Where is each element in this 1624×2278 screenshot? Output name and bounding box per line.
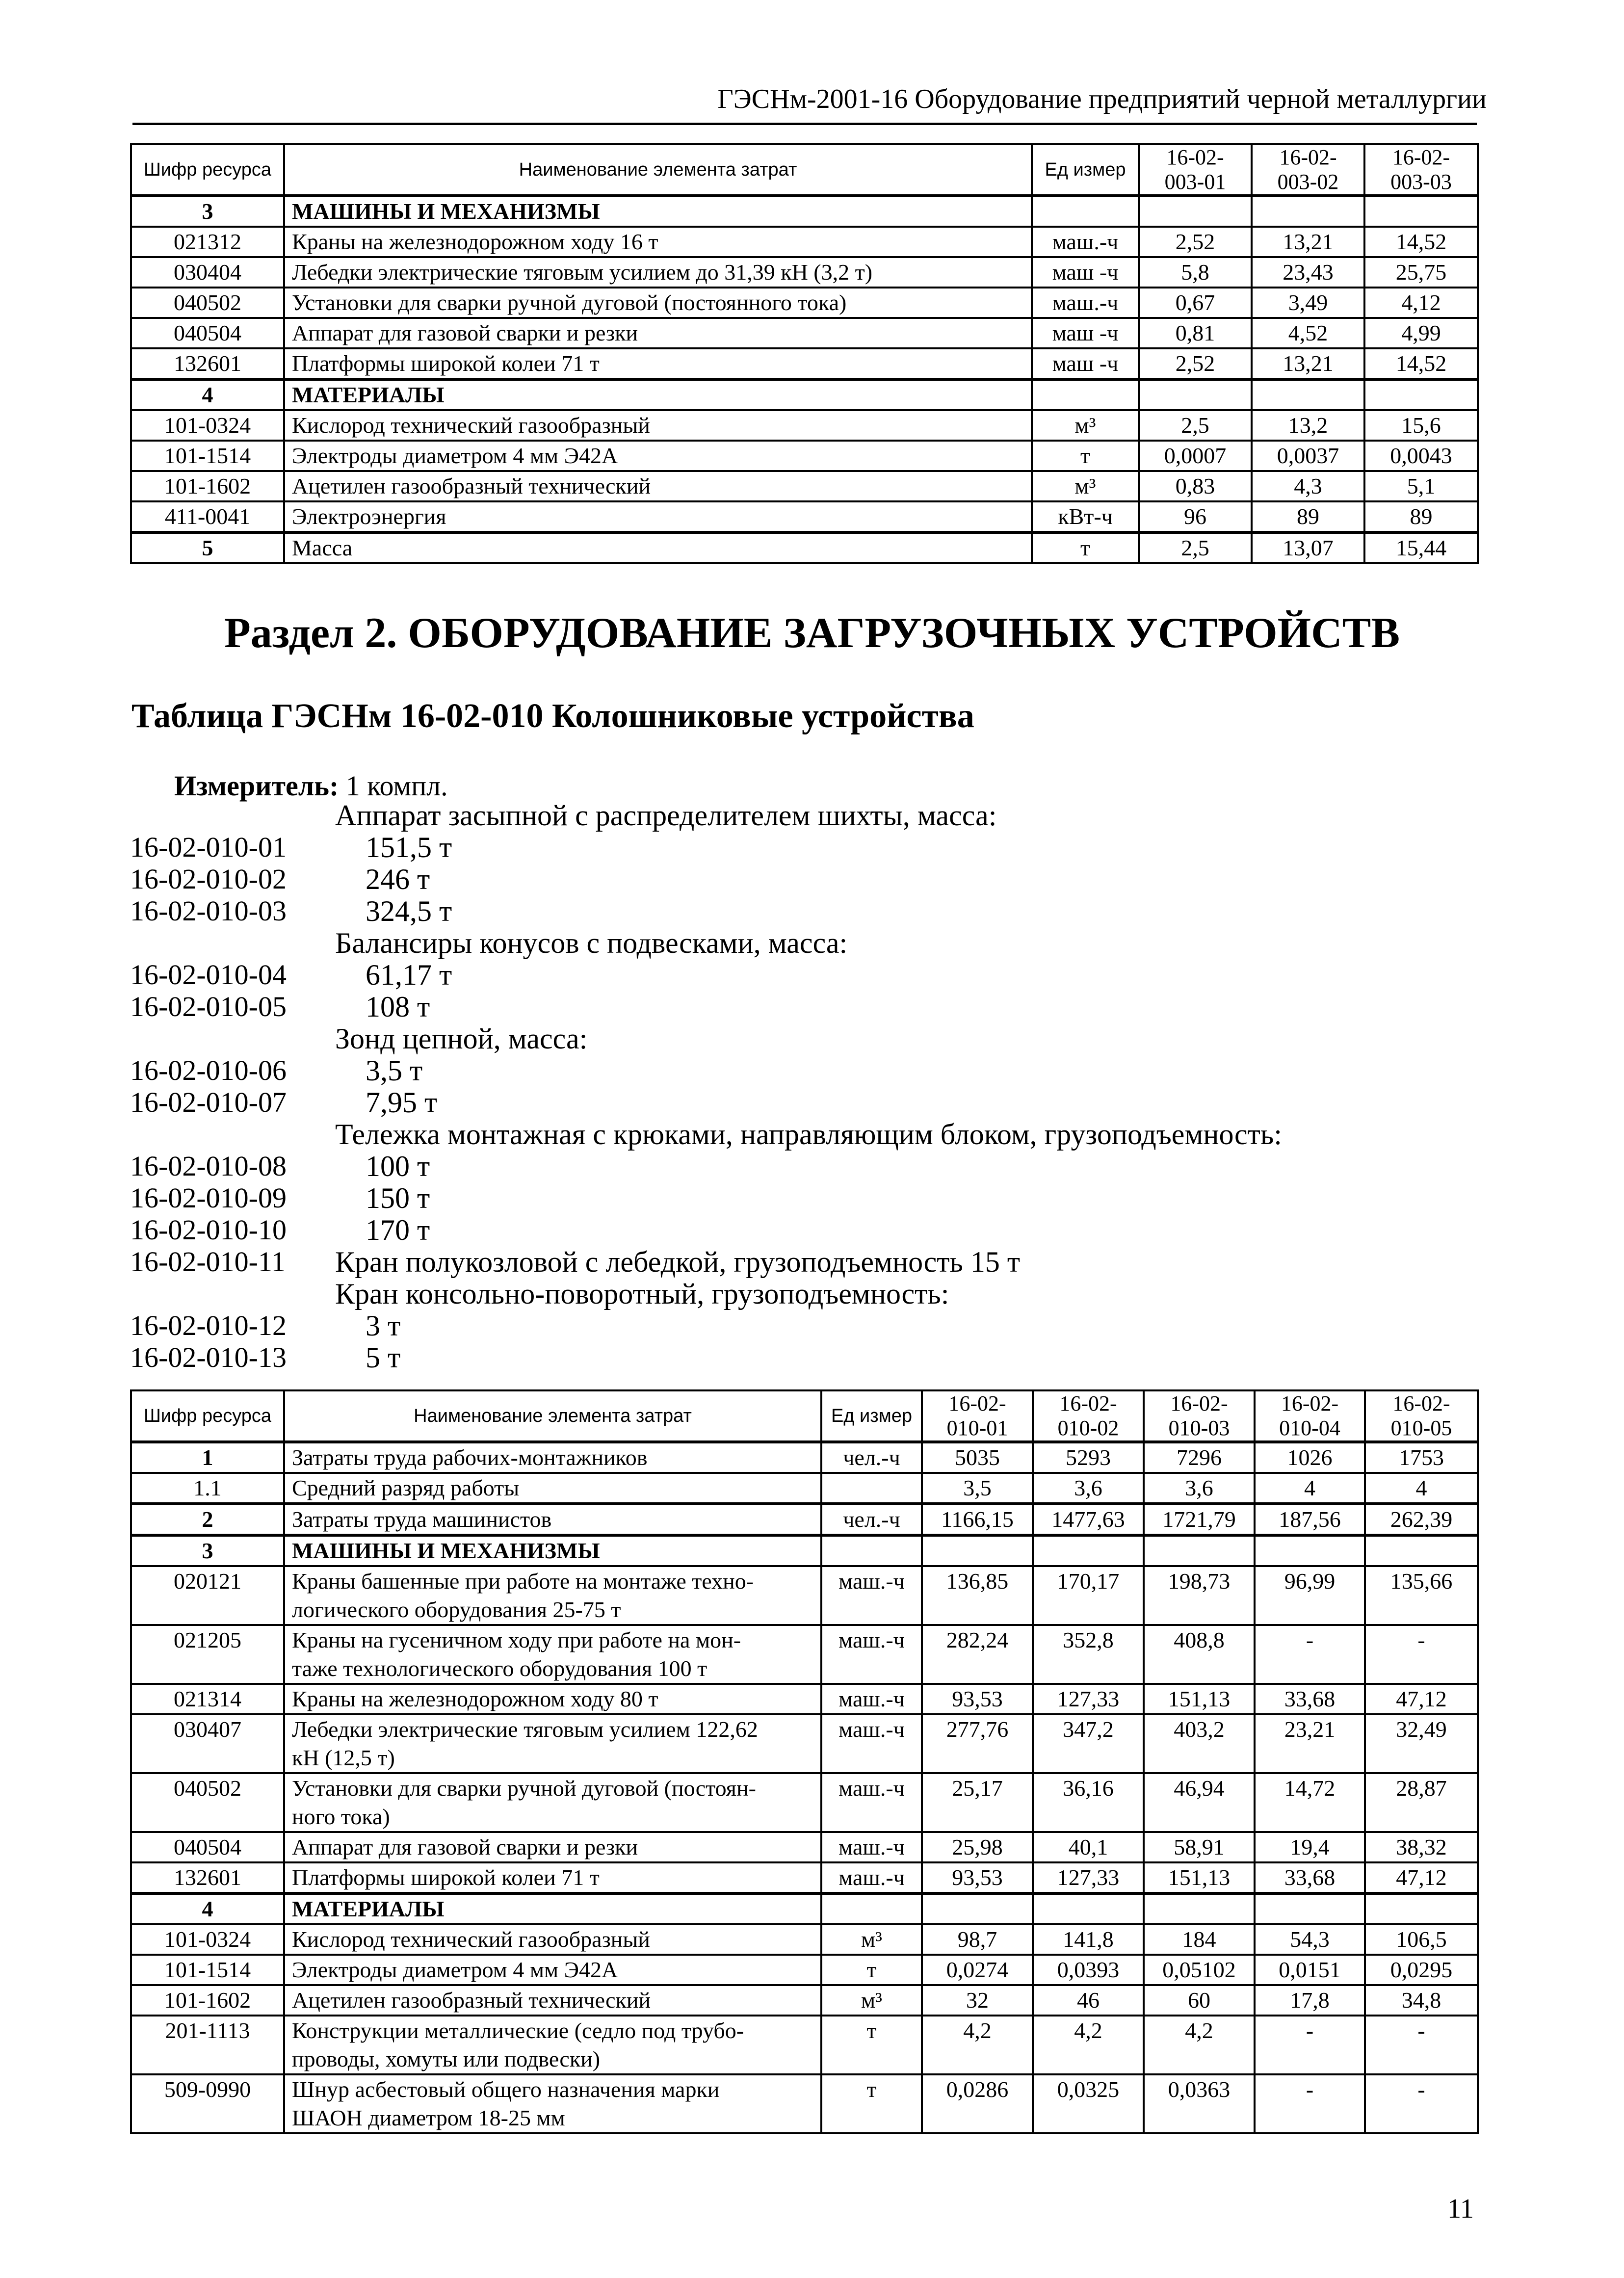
cell-value: 14,52 xyxy=(1364,348,1478,379)
table-row xyxy=(131,1773,1478,1832)
cell-value: 0,83 xyxy=(1139,471,1252,501)
spec-value: 324,5 т xyxy=(366,895,452,927)
cell-value: 0,05102 xyxy=(1144,1955,1255,1985)
cell-value: 3,6 xyxy=(1144,1473,1255,1504)
resource-table-003 xyxy=(130,143,1479,564)
cell-value: 89 xyxy=(1252,501,1364,532)
cell-value: 17,8 xyxy=(1255,1985,1365,2016)
table-row xyxy=(131,288,1478,318)
spec-group-console-crane: Кран консольно-поворотный, грузоподъемность: xyxy=(335,1278,949,1310)
table-row xyxy=(131,1985,1478,2016)
table-row xyxy=(131,1535,1478,1566)
header-rule xyxy=(132,123,1477,125)
cell-value: 33,68 xyxy=(1255,1684,1365,1714)
cell-unit xyxy=(821,1893,922,1924)
header-norm-code: 16-02- 003-01 xyxy=(1139,144,1252,196)
header-norm-code: 16-02- 010-02 xyxy=(1033,1390,1144,1442)
cell-value: 0,0151 xyxy=(1255,1955,1365,1985)
cell-unit: маш -ч xyxy=(1032,348,1139,379)
cell-value: 33,68 xyxy=(1255,1862,1365,1893)
header-norm-code: 16-02- 010-03 xyxy=(1144,1390,1255,1442)
spec-code: 16-02-010-07 xyxy=(130,1086,287,1118)
header-code: Шифр ресурса xyxy=(131,1390,284,1442)
spec-code: 16-02-010-13 xyxy=(130,1341,287,1373)
spec-code: 16-02-010-03 xyxy=(130,895,287,927)
cell-unit: маш.-ч xyxy=(821,1566,922,1625)
cell-unit: маш -ч xyxy=(1032,257,1139,288)
table-row xyxy=(131,196,1478,227)
table-row xyxy=(131,1714,1478,1773)
cell-value: 141,8 xyxy=(1033,1924,1144,1955)
cell-value: 4,2 xyxy=(1033,2016,1144,2074)
spec-value: 61,17 т xyxy=(366,959,452,991)
spec-code: 16-02-010-12 xyxy=(130,1309,287,1341)
cell-value: 127,33 xyxy=(1033,1684,1144,1714)
cell-value: 4 xyxy=(1365,1473,1478,1504)
cell-value: 136,85 xyxy=(922,1566,1033,1625)
cell-code: 040504 xyxy=(131,318,284,348)
cell-name: Краны на гусеничном ходу при работе на мон- таже технологического оборудования 100 т xyxy=(284,1625,821,1684)
cell-value: 277,76 xyxy=(922,1714,1033,1773)
cell-value: 13,07 xyxy=(1252,532,1364,563)
cell-value: 2,5 xyxy=(1139,532,1252,563)
cell-name: Аппарат для газовой сварки и резки xyxy=(284,318,1032,348)
cell-value xyxy=(922,1535,1033,1566)
cell-code: 2 xyxy=(131,1504,284,1535)
cell-name: МАШИНЫ И МЕХАНИЗМЫ xyxy=(284,196,1032,227)
cell-value: 96 xyxy=(1139,501,1252,532)
cell-value: 60 xyxy=(1144,1985,1255,2016)
cell-unit xyxy=(1032,196,1139,227)
cell-value: 32 xyxy=(922,1985,1033,2016)
header-norm-code: 16-02- 003-02 xyxy=(1252,144,1364,196)
table-row xyxy=(131,1893,1478,1924)
spec-code: 16-02-010-10 xyxy=(130,1214,287,1246)
cell-value: 0,0043 xyxy=(1364,441,1478,471)
table-row xyxy=(131,318,1478,348)
cell-code: 4 xyxy=(131,1893,284,1924)
header-norm-code: 16-02- 010-05 xyxy=(1365,1390,1478,1442)
cell-name: Кислород технический газообразный xyxy=(284,410,1032,441)
header-unit: Ед измер xyxy=(821,1390,922,1442)
cell-value: 46 xyxy=(1033,1985,1144,2016)
cell-value: 7296 xyxy=(1144,1442,1255,1473)
spec-value: Кран полукозловой с лебедкой, грузоподъемность 15 т xyxy=(335,1246,1021,1278)
cell-value: 93,53 xyxy=(922,1862,1033,1893)
running-header: ГЭСНм-2001-16 Оборудование предприятий черной металлургии xyxy=(717,84,1487,114)
cell-value: 4,3 xyxy=(1252,471,1364,501)
cell-value: 32,49 xyxy=(1365,1714,1478,1773)
cell-value: 0,81 xyxy=(1139,318,1252,348)
cell-value xyxy=(1033,1893,1144,1924)
spec-code: 16-02-010-09 xyxy=(130,1182,287,1214)
spec-value: 108 т xyxy=(366,991,430,1023)
cell-value: 4,2 xyxy=(922,2016,1033,2074)
cell-name: МАТЕРИАЛЫ xyxy=(284,379,1032,410)
cell-value: 25,17 xyxy=(922,1773,1033,1832)
cell-code: 040502 xyxy=(131,1773,284,1832)
cell-name: Масса xyxy=(284,532,1032,563)
table-title: Таблица ГЭСНм 16-02-010 Колошниковые устройства xyxy=(131,697,974,735)
section-title: Раздел 2. ОБОРУДОВАНИЕ ЗАГРУЗОЧНЫХ УСТРОЙСТВ xyxy=(224,609,1400,657)
cell-value xyxy=(1144,1893,1255,1924)
cell-value: 198,73 xyxy=(1144,1566,1255,1625)
cell-unit: кВт-ч xyxy=(1032,501,1139,532)
cell-value: 0,0393 xyxy=(1033,1955,1144,1985)
cell-value xyxy=(1365,1893,1478,1924)
spec-value: 150 т xyxy=(366,1182,430,1214)
spec-code: 16-02-010-06 xyxy=(130,1054,287,1086)
cell-code: 021205 xyxy=(131,1625,284,1684)
cell-value: 47,12 xyxy=(1365,1862,1478,1893)
cell-name: Ацетилен газообразный технический xyxy=(284,471,1032,501)
cell-value: 187,56 xyxy=(1255,1504,1365,1535)
cell-value: 98,7 xyxy=(922,1924,1033,1955)
cell-code: 101-0324 xyxy=(131,1924,284,1955)
table-row xyxy=(131,257,1478,288)
cell-value: 54,3 xyxy=(1255,1924,1365,1955)
cell-value: - xyxy=(1365,2074,1478,2133)
measure-line xyxy=(174,769,448,802)
cell-unit: маш.-ч xyxy=(821,1714,922,1773)
table-row xyxy=(131,471,1478,501)
cell-name: Краны на железнодорожном ходу 16 т xyxy=(284,227,1032,257)
cell-code: 509-0990 xyxy=(131,2074,284,2133)
header-name: Наименование элемента затрат xyxy=(284,1390,821,1442)
cell-value: 36,16 xyxy=(1033,1773,1144,1832)
cell-name: Лебедки электрические тяговым усилием до 31,39 кН (3,2 т) xyxy=(284,257,1032,288)
spec-code: 16-02-010-02 xyxy=(130,863,287,895)
cell-code: 030404 xyxy=(131,257,284,288)
cell-name: Затраты труда машинистов xyxy=(284,1504,821,1535)
cell-name: Ацетилен газообразный технический xyxy=(284,1985,821,2016)
cell-value: 23,21 xyxy=(1255,1714,1365,1773)
cell-unit: маш.-ч xyxy=(821,1684,922,1714)
cell-code: 1.1 xyxy=(131,1473,284,1504)
cell-code: 101-1514 xyxy=(131,1955,284,1985)
cell-value: 0,0295 xyxy=(1365,1955,1478,1985)
cell-value: 0,0007 xyxy=(1139,441,1252,471)
cell-value: 347,2 xyxy=(1033,1714,1144,1773)
cell-code: 020121 xyxy=(131,1566,284,1625)
cell-name: МАШИНЫ И МЕХАНИЗМЫ xyxy=(284,1535,821,1566)
table-row xyxy=(131,1566,1478,1625)
cell-value: 5035 xyxy=(922,1442,1033,1473)
header-code: Шифр ресурса xyxy=(131,144,284,196)
cell-code: 101-0324 xyxy=(131,410,284,441)
cell-unit xyxy=(1032,379,1139,410)
cell-value xyxy=(1139,379,1252,410)
spec-value: 7,95 т xyxy=(366,1086,438,1119)
header-norm-code: 16-02- 003-03 xyxy=(1364,144,1478,196)
spec-value: 5 т xyxy=(366,1341,401,1374)
cell-unit: т xyxy=(821,2074,922,2133)
cell-value: 352,8 xyxy=(1033,1625,1144,1684)
spec-group-probe: Зонд цепной, масса: xyxy=(335,1022,588,1055)
measure-value: 1 компл. xyxy=(345,770,448,802)
cell-unit: м³ xyxy=(1032,471,1139,501)
cell-value: 2,5 xyxy=(1139,410,1252,441)
cell-name: Лебедки электрические тяговым усилием 122,62 кН (12,5 т) xyxy=(284,1714,821,1773)
cell-value xyxy=(922,1893,1033,1924)
cell-value: 19,4 xyxy=(1255,1832,1365,1862)
cell-value: 4 xyxy=(1255,1473,1365,1504)
measure-label: Измеритель: xyxy=(174,770,339,802)
cell-value xyxy=(1365,1535,1478,1566)
spec-code: 16-02-010-05 xyxy=(130,991,287,1022)
cell-value xyxy=(1255,1893,1365,1924)
table-row xyxy=(131,2074,1478,2133)
cell-unit: т xyxy=(821,1955,922,1985)
cell-code: 5 xyxy=(131,532,284,563)
cell-name: Электроды диаметром 4 мм Э42А xyxy=(284,1955,821,1985)
spec-code: 16-02-010-04 xyxy=(130,959,287,991)
cell-value: 135,66 xyxy=(1365,1566,1478,1625)
table-row xyxy=(131,1504,1478,1535)
cell-name: МАТЕРИАЛЫ xyxy=(284,1893,821,1924)
cell-value: 262,39 xyxy=(1365,1504,1478,1535)
cell-value: 1721,79 xyxy=(1144,1504,1255,1535)
cell-value xyxy=(1033,1535,1144,1566)
cell-value: 2,52 xyxy=(1139,348,1252,379)
cell-code: 101-1602 xyxy=(131,1985,284,2016)
cell-value: 170,17 xyxy=(1033,1566,1144,1625)
cell-value xyxy=(1252,196,1364,227)
cell-value: 0,0363 xyxy=(1144,2074,1255,2133)
cell-unit: маш -ч xyxy=(1032,318,1139,348)
cell-value: 0,0274 xyxy=(922,1955,1033,1985)
table-row xyxy=(131,1473,1478,1504)
cell-value: 2,52 xyxy=(1139,227,1252,257)
cell-value: 1166,15 xyxy=(922,1504,1033,1535)
cell-unit: т xyxy=(1032,532,1139,563)
cell-name: Шнур асбестовый общего назначения марки ШАОН диаметром 18-25 мм xyxy=(284,2074,821,2133)
cell-value: 3,6 xyxy=(1033,1473,1144,1504)
cell-code: 132601 xyxy=(131,1862,284,1893)
header-norm-code: 16-02- 010-04 xyxy=(1255,1390,1365,1442)
header-row xyxy=(131,1390,1478,1442)
cell-value xyxy=(1255,1535,1365,1566)
cell-value xyxy=(1139,196,1252,227)
cell-value xyxy=(1364,196,1478,227)
cell-value: 15,6 xyxy=(1364,410,1478,441)
cell-value: 23,43 xyxy=(1252,257,1364,288)
header-name: Наименование элемента затрат xyxy=(284,144,1032,196)
cell-unit xyxy=(821,1535,922,1566)
cell-value: 4,99 xyxy=(1364,318,1478,348)
cell-value: 106,5 xyxy=(1365,1924,1478,1955)
cell-value: 5,1 xyxy=(1364,471,1478,501)
cell-value: 25,98 xyxy=(922,1832,1033,1862)
table-row xyxy=(131,348,1478,379)
spec-code: 16-02-010-11 xyxy=(130,1246,286,1278)
table-row xyxy=(131,2016,1478,2074)
spec-group-trolley: Тележка монтажная с крюками, направляющим блоком, грузоподъемность: xyxy=(335,1118,1282,1151)
cell-value: 13,21 xyxy=(1252,348,1364,379)
cell-code: 132601 xyxy=(131,348,284,379)
cell-unit xyxy=(821,1473,922,1504)
cell-code: 040502 xyxy=(131,288,284,318)
cell-value: - xyxy=(1255,2074,1365,2133)
cell-unit: м³ xyxy=(1032,410,1139,441)
table-row xyxy=(131,1625,1478,1684)
cell-value: 1753 xyxy=(1365,1442,1478,1473)
spec-value: 151,5 т xyxy=(366,831,452,864)
spec-code: 16-02-010-01 xyxy=(130,831,287,863)
cell-code: 021312 xyxy=(131,227,284,257)
cell-value: 408,8 xyxy=(1144,1625,1255,1684)
cell-value: 5,8 xyxy=(1139,257,1252,288)
cell-value xyxy=(1252,379,1364,410)
cell-value: - xyxy=(1365,2016,1478,2074)
cell-value: 96,99 xyxy=(1255,1566,1365,1625)
cell-value xyxy=(1364,379,1478,410)
cell-code: 040504 xyxy=(131,1832,284,1862)
table-row xyxy=(131,227,1478,257)
cell-name: Платформы широкой колеи 71 т xyxy=(284,348,1032,379)
spec-group-charging-apparatus: Аппарат засыпной с распределителем шихты, масса: xyxy=(335,799,997,832)
cell-code: 101-1602 xyxy=(131,471,284,501)
resource-table-010 xyxy=(130,1389,1479,2134)
cell-unit: чел.-ч xyxy=(821,1442,922,1473)
cell-value: 14,52 xyxy=(1364,227,1478,257)
cell-value: 4,12 xyxy=(1364,288,1478,318)
cell-value xyxy=(1144,1535,1255,1566)
table-row xyxy=(131,1442,1478,1473)
spec-value: 3,5 т xyxy=(366,1054,423,1087)
cell-unit: т xyxy=(821,2016,922,2074)
cell-unit: маш.-ч xyxy=(821,1773,922,1832)
cell-unit: маш.-ч xyxy=(1032,227,1139,257)
cell-name: Краны башенные при работе на монтаже техно- логического оборудования 25-75 т xyxy=(284,1566,821,1625)
table-row xyxy=(131,501,1478,532)
cell-value: 89 xyxy=(1364,501,1478,532)
cell-name: Средний разряд работы xyxy=(284,1473,821,1504)
cell-name: Электроэнергия xyxy=(284,501,1032,532)
table-row xyxy=(131,1684,1478,1714)
cell-value: 40,1 xyxy=(1033,1832,1144,1862)
table-row xyxy=(131,1924,1478,1955)
spec-value: 3 т xyxy=(366,1309,401,1342)
table-row xyxy=(131,1955,1478,1985)
cell-unit: маш.-ч xyxy=(821,1832,922,1862)
cell-value: 282,24 xyxy=(922,1625,1033,1684)
cell-name: Платформы широкой колеи 71 т xyxy=(284,1862,821,1893)
cell-unit: т xyxy=(1032,441,1139,471)
cell-value: 28,87 xyxy=(1365,1773,1478,1832)
cell-name: Установки для сварки ручной дуговой (постоян- ного тока) xyxy=(284,1773,821,1832)
table-row xyxy=(131,379,1478,410)
cell-value: 0,67 xyxy=(1139,288,1252,318)
cell-code: 3 xyxy=(131,196,284,227)
table-row xyxy=(131,1832,1478,1862)
cell-code: 4 xyxy=(131,379,284,410)
cell-name: Краны на железнодорожном ходу 80 т xyxy=(284,1684,821,1714)
cell-value: 0,0325 xyxy=(1033,2074,1144,2133)
cell-name: Кислород технический газообразный xyxy=(284,1924,821,1955)
cell-value: 13,2 xyxy=(1252,410,1364,441)
cell-value: 0,0286 xyxy=(922,2074,1033,2133)
cell-value: 3,49 xyxy=(1252,288,1364,318)
cell-value: 38,32 xyxy=(1365,1832,1478,1862)
cell-value: 151,13 xyxy=(1144,1684,1255,1714)
cell-code: 1 xyxy=(131,1442,284,1473)
header-norm-code: 16-02- 010-01 xyxy=(922,1390,1033,1442)
cell-value: 184 xyxy=(1144,1924,1255,1955)
cell-value: 13,21 xyxy=(1252,227,1364,257)
spec-code: 16-02-010-08 xyxy=(130,1150,287,1182)
cell-value: 1477,63 xyxy=(1033,1504,1144,1535)
cell-code: 101-1514 xyxy=(131,441,284,471)
cell-code: 201-1113 xyxy=(131,2016,284,2074)
cell-code: 030407 xyxy=(131,1714,284,1773)
cell-unit: м³ xyxy=(821,1924,922,1955)
spec-value: 170 т xyxy=(366,1214,430,1246)
cell-value: - xyxy=(1365,1625,1478,1684)
cell-value: 46,94 xyxy=(1144,1773,1255,1832)
cell-value: 15,44 xyxy=(1364,532,1478,563)
spec-value: 100 т xyxy=(366,1150,430,1182)
cell-value: 93,53 xyxy=(922,1684,1033,1714)
cell-value: 151,13 xyxy=(1144,1862,1255,1893)
cell-unit: маш.-ч xyxy=(821,1625,922,1684)
cell-value: - xyxy=(1255,2016,1365,2074)
cell-value: 14,72 xyxy=(1255,1773,1365,1832)
table-row xyxy=(131,532,1478,563)
table-row xyxy=(131,1862,1478,1893)
cell-value: - xyxy=(1255,1625,1365,1684)
cell-name: Затраты труда рабочих-монтажников xyxy=(284,1442,821,1473)
cell-unit: маш.-ч xyxy=(1032,288,1139,318)
cell-value: 5293 xyxy=(1033,1442,1144,1473)
cell-value: 34,8 xyxy=(1365,1985,1478,2016)
cell-name: Аппарат для газовой сварки и резки xyxy=(284,1832,821,1862)
page-number: 11 xyxy=(1447,2194,1474,2224)
table-row xyxy=(131,410,1478,441)
cell-code: 021314 xyxy=(131,1684,284,1714)
cell-name: Электроды диаметром 4 мм Э42А xyxy=(284,441,1032,471)
cell-value: 58,91 xyxy=(1144,1832,1255,1862)
cell-value: 3,5 xyxy=(922,1473,1033,1504)
spec-value: 246 т xyxy=(366,863,430,895)
cell-unit: маш.-ч xyxy=(821,1862,922,1893)
cell-value: 0,0037 xyxy=(1252,441,1364,471)
cell-value: 4,52 xyxy=(1252,318,1364,348)
cell-value: 47,12 xyxy=(1365,1684,1478,1714)
cell-code: 3 xyxy=(131,1535,284,1566)
cell-unit: м³ xyxy=(821,1985,922,2016)
header-unit: Ед измер xyxy=(1032,144,1139,196)
cell-name: Конструкции металлические (седло под трубо- проводы, хомуты или подвески) xyxy=(284,2016,821,2074)
spec-group-balancers: Балансиры конусов с подвесками, масса: xyxy=(335,927,848,959)
header-row xyxy=(131,144,1478,196)
cell-value: 25,75 xyxy=(1364,257,1478,288)
cell-unit: чел.-ч xyxy=(821,1504,922,1535)
cell-name: Установки для сварки ручной дуговой (постоянного тока) xyxy=(284,288,1032,318)
cell-value: 127,33 xyxy=(1033,1862,1144,1893)
cell-value: 1026 xyxy=(1255,1442,1365,1473)
table-row xyxy=(131,441,1478,471)
cell-value: 403,2 xyxy=(1144,1714,1255,1773)
cell-value: 4,2 xyxy=(1144,2016,1255,2074)
cell-code: 411-0041 xyxy=(131,501,284,532)
